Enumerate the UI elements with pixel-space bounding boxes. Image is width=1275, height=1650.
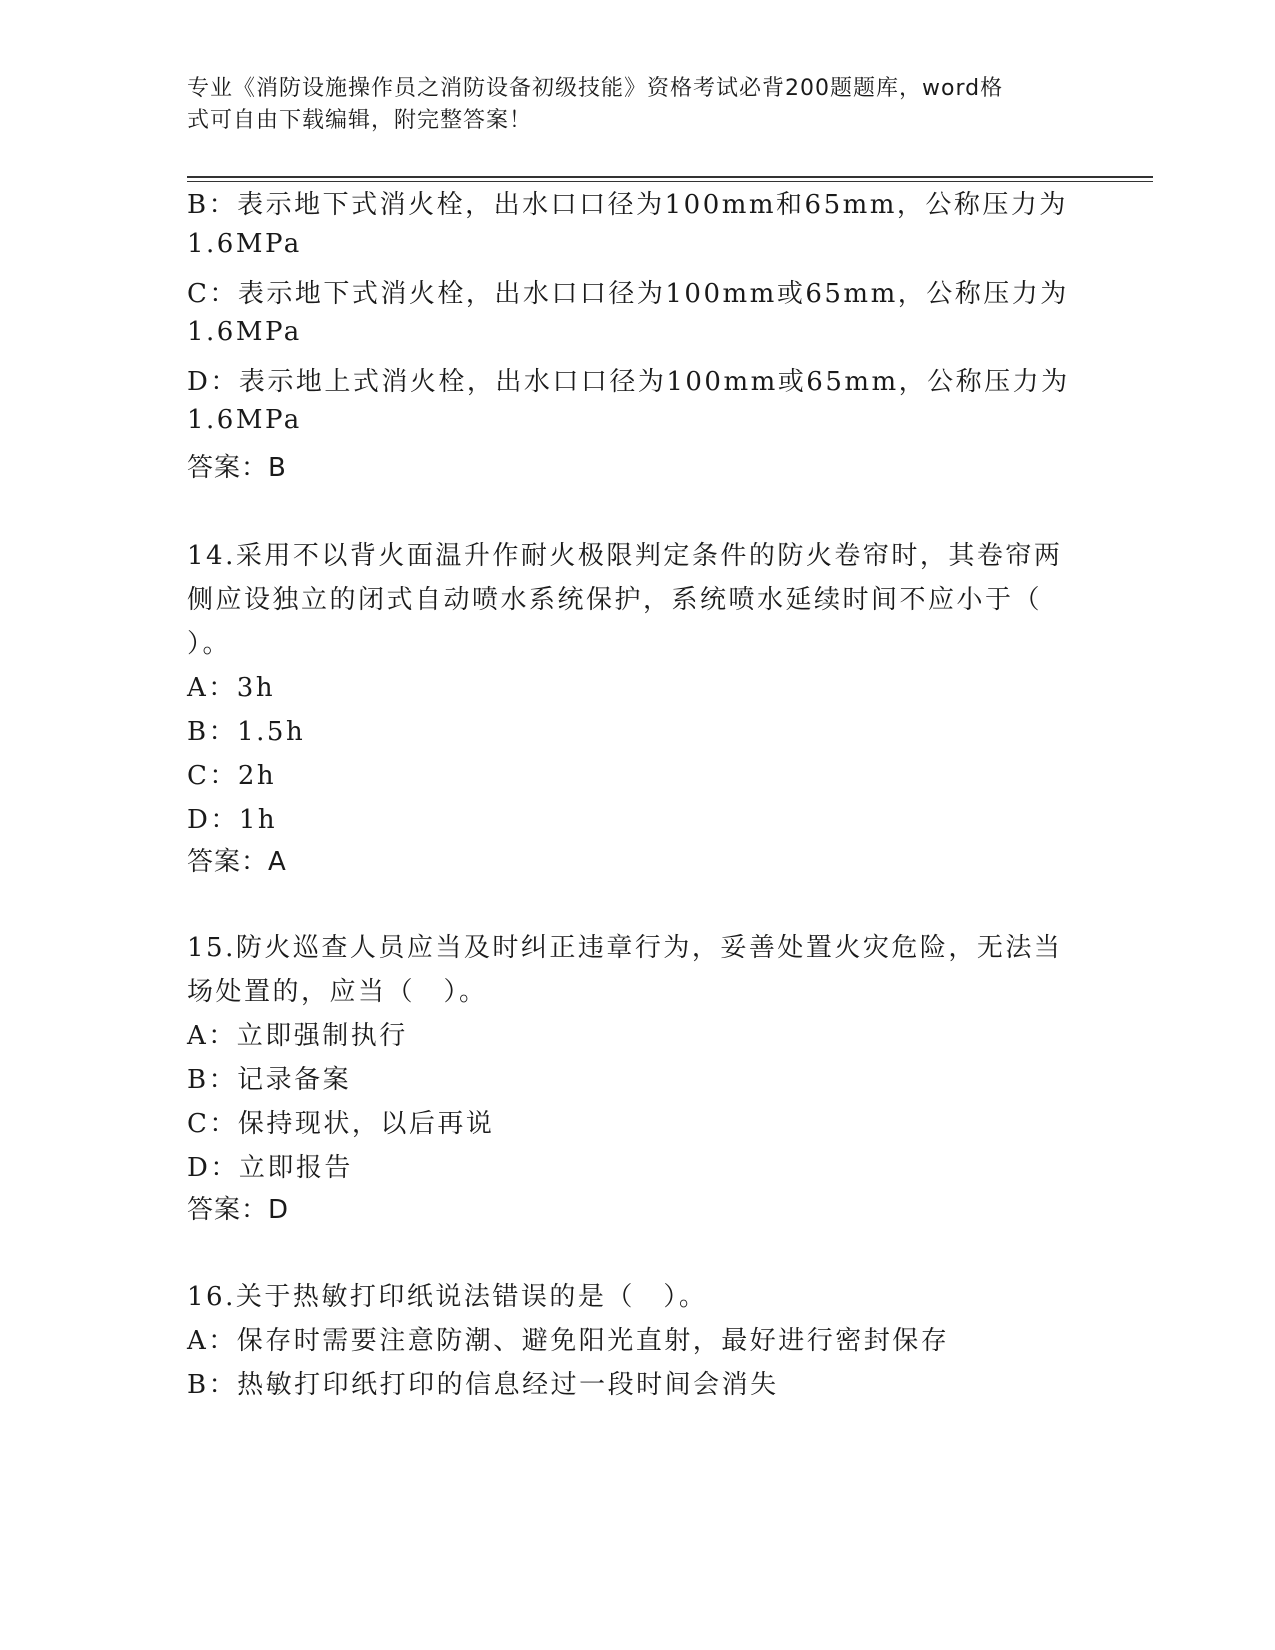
q14-stem-line2: 侧应设独立的闭式自动喷水系统保护，系统喷水延续时间不应小于（ — [187, 585, 1043, 615]
header-line-1: 专业《消防设施操作员之消防设备初级技能》资格考试必背200题题库，word格 — [187, 76, 1004, 101]
q16-option-a: A：保存时需要注意防潮、避免阳光直射，最好进行密封保存 — [187, 1326, 950, 1356]
q13-answer: 答案：B — [187, 453, 287, 483]
q16-option-b: B：热敏打印纸打印的信息经过一段时间会消失 — [187, 1370, 779, 1400]
q15-option-b: B：记录备案 — [187, 1065, 352, 1095]
header-divider-thick — [187, 176, 1153, 178]
q14-option-d: D：1h — [187, 805, 278, 835]
q15-stem-line1: 15.防火巡查人员应当及时纠正违章行为，妥善处置火灾危险，无法当 — [187, 933, 1063, 963]
q16-stem-line1: 16.关于热敏打印纸说法错误的是（ ）。 — [187, 1282, 708, 1312]
q14-option-c: C：2h — [187, 761, 277, 791]
q15-stem-line2: 场处置的，应当（ ）。 — [187, 977, 488, 1007]
header-line-2: 式可自由下载编辑，附完整答案！ — [187, 108, 533, 133]
q13-option-b-line1: B：表示地下式消火栓，出水口口径为100mm和65mm，公称压力为 — [187, 190, 1068, 220]
document-header — [187, 73, 1067, 137]
q15-option-c: C：保持现状，以后再说 — [187, 1109, 495, 1139]
q13-option-c-line1: C：表示地下式消火栓，出水口口径为100mm或65mm，公称压力为 — [187, 279, 1069, 309]
q14-stem-line1: 14.采用不以背火面温升作耐火极限判定条件的防火卷帘时，其卷帘两 — [187, 541, 1063, 571]
q13-option-c-line2: 1.6MPa — [187, 317, 302, 347]
q15-option-a: A：立即强制执行 — [187, 1021, 408, 1051]
q15-answer: 答案：D — [187, 1195, 290, 1225]
q14-stem-line3: ）。 — [187, 629, 232, 659]
q13-option-d-line2: 1.6MPa — [187, 405, 302, 435]
q15-option-d: D：立即报告 — [187, 1153, 353, 1183]
q14-option-b: B：1.5h — [187, 717, 306, 747]
q13-option-b-line2: 1.6MPa — [187, 229, 302, 259]
q14-option-a: A：3h — [187, 673, 276, 703]
q13-option-d-line1: D：表示地上式消火栓，出水口口径为100mm或65mm，公称压力为 — [187, 367, 1070, 397]
header-divider-thin — [187, 181, 1153, 182]
q14-answer: 答案：A — [187, 847, 287, 877]
